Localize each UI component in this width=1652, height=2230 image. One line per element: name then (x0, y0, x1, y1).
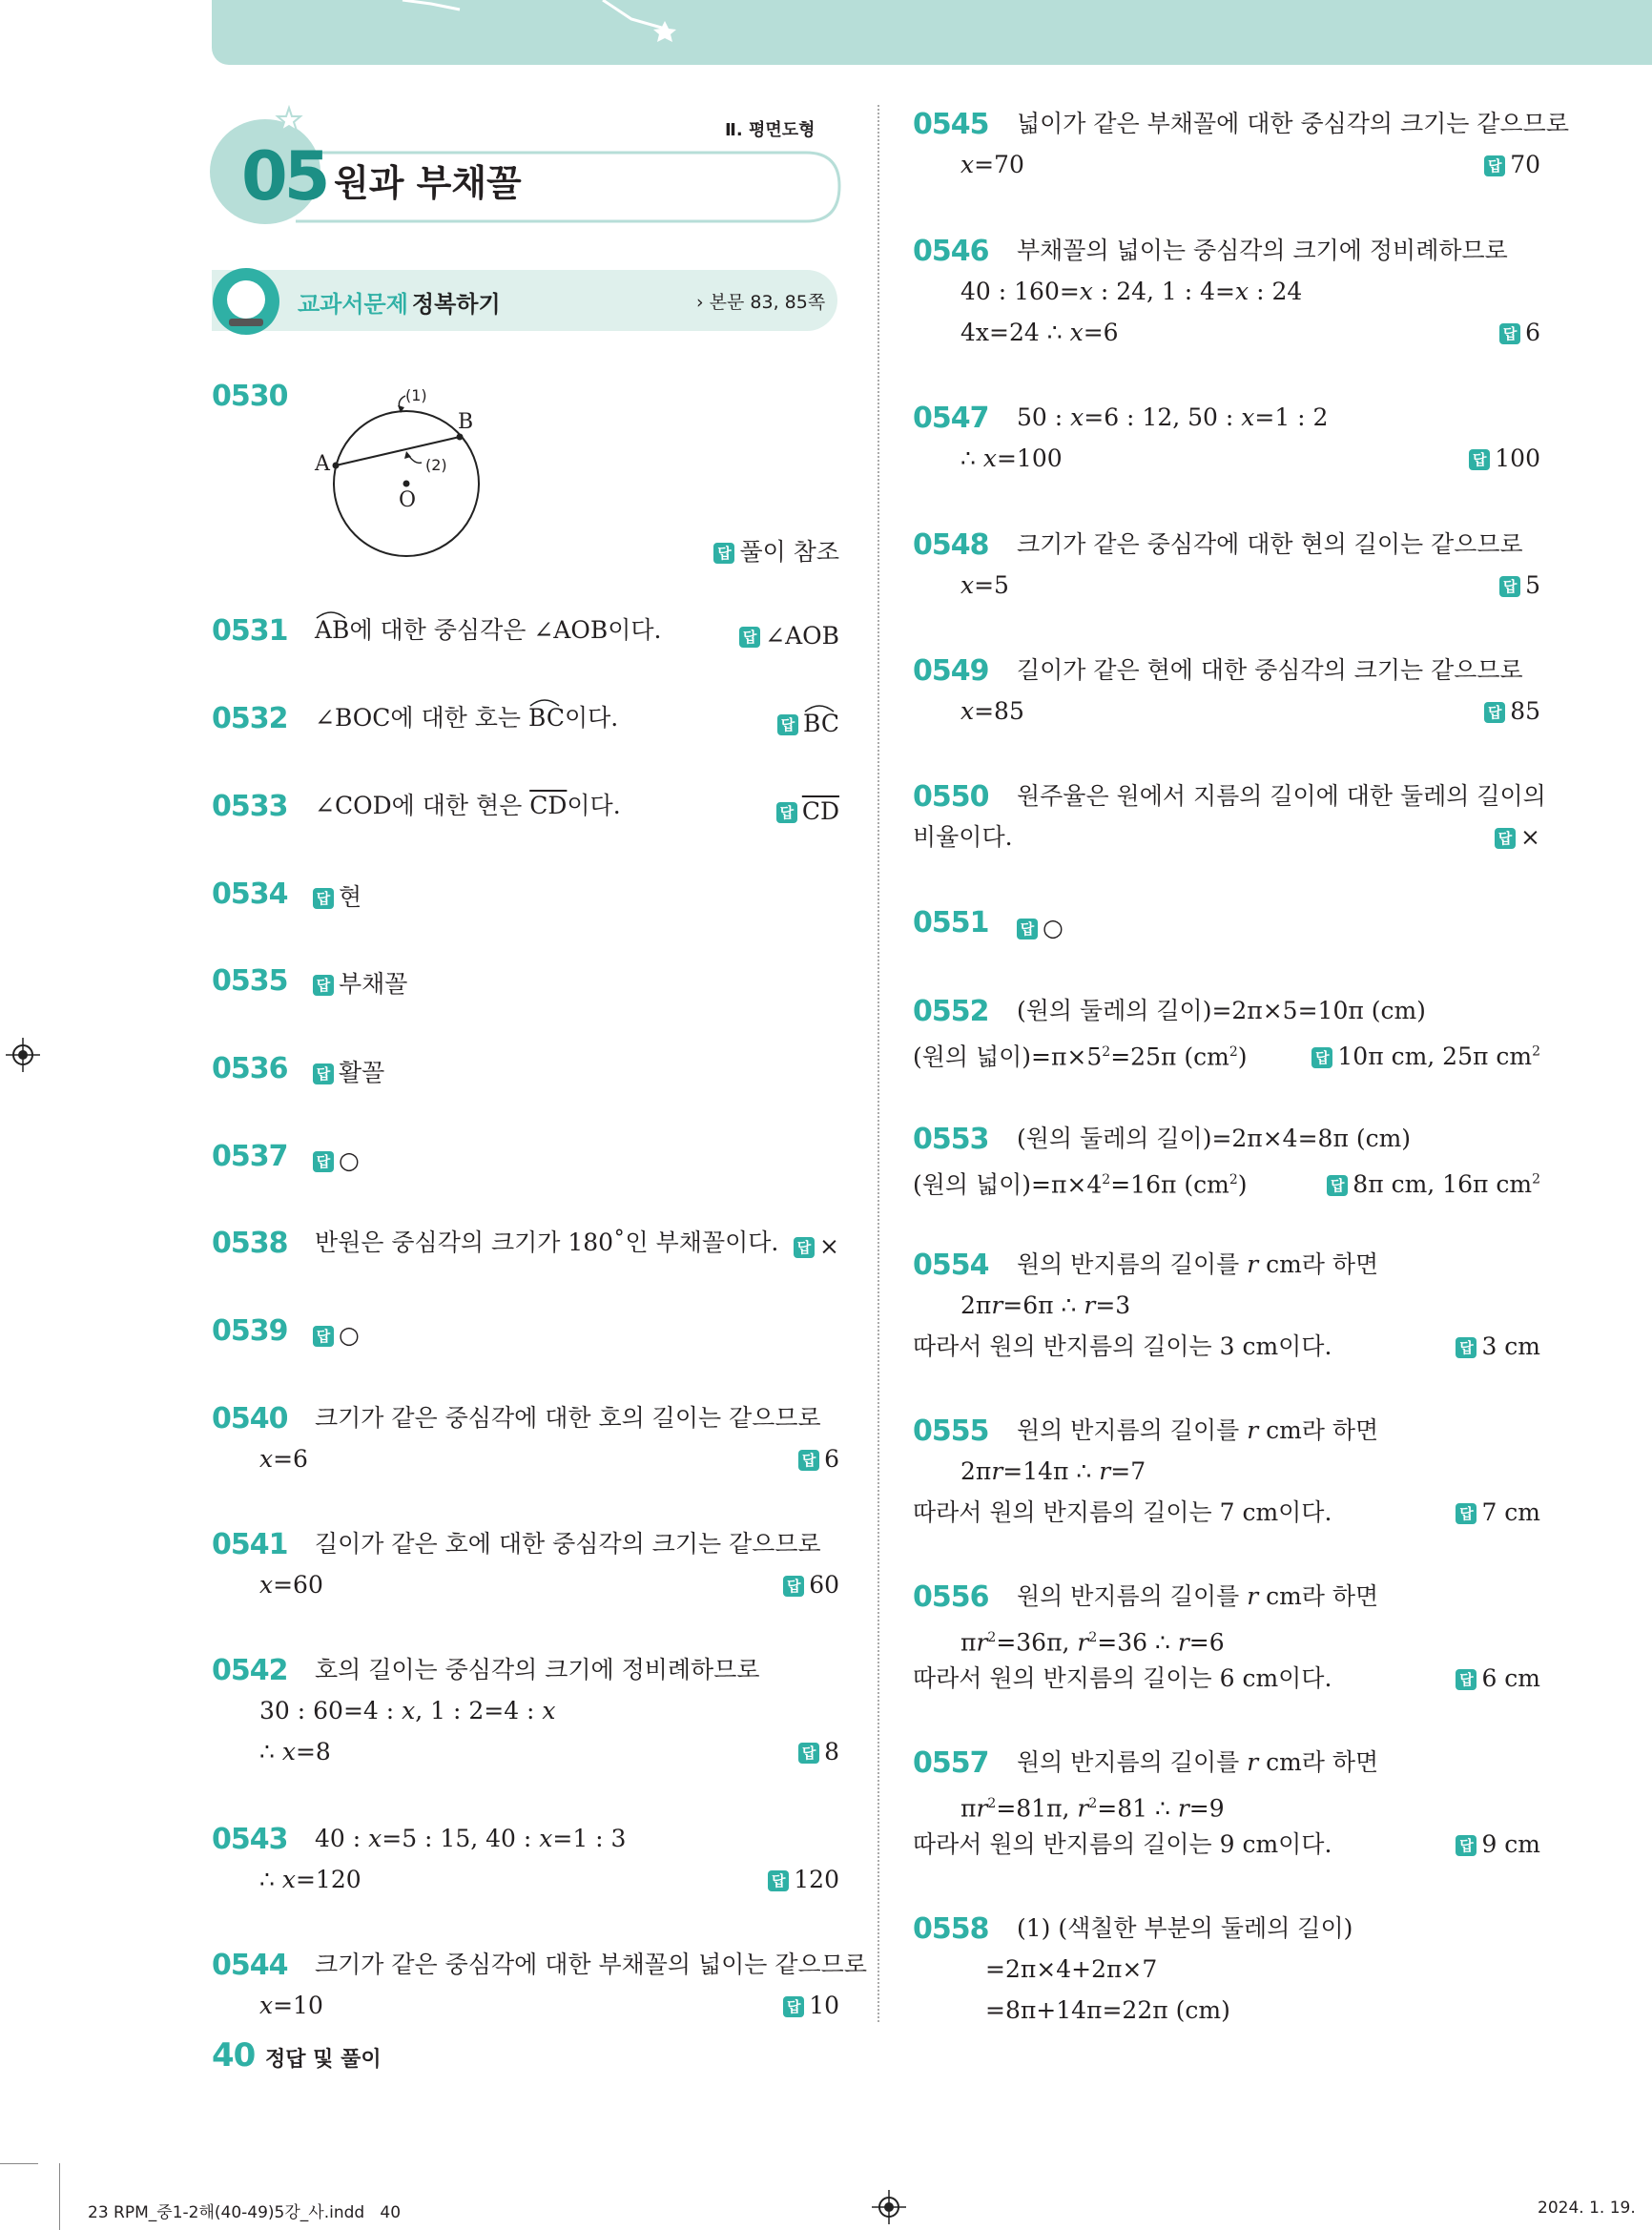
chapter-number: 05 (241, 137, 327, 216)
problem-number: 0541 (212, 1528, 288, 1561)
problem-text-line: 따라서 원의 반지름의 길이는 9 cm이다. (913, 1830, 1332, 1858)
problem-text-line: 크기가 같은 중심각에 대한 부채꼴의 넓이는 같으므로 (315, 1951, 867, 1978)
problem-number: 0548 (913, 528, 989, 562)
page-label: 정답 및 풀이 (265, 2048, 382, 2072)
problem-text-line: x=70 (960, 151, 1024, 178)
answer (1311, 1038, 1540, 1071)
answer (798, 1445, 839, 1474)
problem-text-line: 2πr=6π ∴ r=3 (960, 1291, 1131, 1319)
footer-rule-vertical (59, 2163, 60, 2230)
footer-rule (0, 2163, 38, 2164)
problem-number: 0557 (913, 1746, 989, 1780)
box-title-a: 교과서문제 (298, 291, 408, 318)
answer-badge-icon: 답 (1456, 1669, 1476, 1690)
column-divider (878, 105, 879, 2022)
problem-text-line: 원주율은 원에서 지름의 길이에 대한 둘레의 길이의 (1017, 782, 1546, 810)
answer-value: 10 (809, 1992, 839, 2019)
answer (783, 1571, 839, 1600)
answer (1484, 697, 1540, 726)
answer-badge-icon: 답 (313, 1326, 334, 1347)
answer (1469, 444, 1540, 473)
box-ref-text: 본문 83, 85쪽 (709, 292, 826, 313)
problem-text-line: 50 : x=6 : 12, 50 : x=1 : 2 (1017, 403, 1329, 431)
problem-number: 0543 (212, 1823, 288, 1856)
answer-badge-icon: 답 (313, 975, 334, 996)
answer-badge-icon: 답 (1469, 449, 1490, 470)
problem-number: 0553 (913, 1123, 989, 1156)
problem-text-line: 따라서 원의 반지름의 길이는 7 cm이다. (913, 1498, 1332, 1526)
problem-text-line: 길이가 같은 호에 대한 중심각의 크기는 같으므로 (315, 1530, 821, 1558)
problem-text-line: 40 : x=5 : 15, 40 : x=1 : 3 (315, 1825, 627, 1852)
problem-text-line: ∴ x=8 (259, 1738, 331, 1765)
box-ref: › 본문 83, 85쪽 (696, 292, 826, 313)
problem-number: 0546 (913, 235, 989, 268)
answer (713, 538, 839, 567)
box-title (298, 285, 501, 319)
problem-number: 0545 (913, 108, 989, 141)
box-title-b: 정복하기 (411, 291, 501, 318)
problem-number: 0551 (913, 906, 989, 939)
answer-badge-icon: 답 (313, 1151, 334, 1172)
answer-value: 활꼴 (339, 1059, 385, 1086)
problem-text-line: =8π+14π=22π (cm) (985, 1996, 1230, 2024)
answer-badge-icon: 답 (777, 714, 798, 735)
problem-text-line: ∠BOC에 대한 호는 BC 이다. (315, 704, 618, 733)
problem-text-line: ∠COD에 대한 현은 $\overline{CD}$이다. (315, 792, 621, 819)
problem-number: 0537 (212, 1140, 288, 1173)
answer-badge-icon: 답 (739, 627, 760, 648)
answer-value: 10π cm, 25π $cm^2$ (1337, 1043, 1540, 1071)
diagram-point-b: B (458, 410, 474, 434)
problem-text-line: 부채꼴의 넓이는 중심각의 크기에 정비례하므로 (1017, 237, 1508, 264)
problem-number: 0554 (913, 1249, 989, 1282)
problem-number: 0555 (913, 1414, 989, 1448)
problem-text-line: (원의 넓이)$=\pi\times 4^2=16\pi$ $(cm^2)$ (913, 1170, 1248, 1199)
answer-badge-icon: 답 (1017, 919, 1038, 939)
answer (776, 797, 839, 826)
answer (1327, 1166, 1540, 1199)
answer (1484, 151, 1540, 179)
answer (1017, 914, 1063, 942)
problem-text-line: 원의 반지름의 길이를 r cm라 하면 (1017, 1582, 1379, 1610)
answer-value: 9 cm (1481, 1830, 1540, 1858)
problem-text-line: 반원은 중심각의 크기가 180˚인 부채꼴이다. (315, 1229, 779, 1256)
diagram-label-2: (2) (425, 456, 447, 474)
answer-value: 70 (1510, 151, 1540, 178)
top-banner (212, 0, 1652, 65)
problem-text-line: 크기가 같은 중심각에 대한 호의 길이는 같으므로 (315, 1404, 821, 1432)
answer-value: ○ (339, 1146, 360, 1174)
problem-text-line: 30 : 60=4 : x, 1 : 2=4 : x (259, 1697, 556, 1724)
mascot-icon (212, 263, 280, 340)
answer-value: 8π cm, 16π $cm^2$ (1353, 1170, 1540, 1199)
problem-text-line: 4x=24 ∴ x=6 (960, 319, 1119, 346)
answer-badge-icon: 답 (313, 888, 334, 909)
problem-number: 0542 (212, 1654, 288, 1687)
problem-text-line: (원의 넓이)$=\pi\times 5^2=25\pi$ $(cm^2)$ (913, 1043, 1248, 1071)
answer-badge-icon: 답 (1456, 1835, 1476, 1856)
answer (777, 710, 839, 738)
problem-number: 0558 (913, 1912, 989, 1946)
problem-text-line: $\pi r^2=36\pi$, $r^2=36$ ∴ r=6 (960, 1628, 1225, 1657)
answer (1456, 1332, 1540, 1361)
problem-text-line: =2π×4+2π×7 (985, 1955, 1158, 1983)
answer-value: $\overline{CD}$ (801, 797, 839, 825)
answer (794, 1232, 839, 1261)
problem-number: 0547 (913, 402, 989, 435)
answer-badge-icon: 답 (1484, 702, 1505, 723)
answer (313, 883, 361, 912)
answer-value: 100 (1495, 444, 1540, 472)
problem-text-line: (1) (색칠한 부분의 둘레의 길이) (1017, 1914, 1353, 1942)
answer-value: 7 cm (1481, 1498, 1540, 1526)
answer-value: 60 (809, 1571, 839, 1599)
problem-number: 0532 (212, 702, 288, 735)
problem-text-line: x=5 (960, 571, 1009, 599)
problem-text-line: 원의 반지름의 길이를 r cm라 하면 (1017, 1250, 1379, 1278)
footer-file: 23 RPM_중1-2해(40-49)5강_사.indd 40 (88, 2203, 402, 2222)
problem-text-line: 원의 반지름의 길이를 r cm라 하면 (1017, 1748, 1379, 1776)
problem-text-line: $\pi r^2=81\pi$, $r^2=81$ ∴ r=9 (960, 1794, 1225, 1823)
problem-number: 0552 (913, 995, 989, 1028)
answer (768, 1866, 839, 1894)
answer (313, 1146, 360, 1175)
answer-value: ∠AOB (765, 622, 839, 650)
circle-diagram (305, 377, 496, 577)
answer (1456, 1498, 1540, 1527)
answer-badge-icon: 답 (794, 1237, 815, 1258)
answer-badge-icon: 답 (798, 1450, 819, 1471)
problem-text-line: 원의 반지름의 길이를 r cm라 하면 (1017, 1416, 1379, 1444)
problem-text-line: 40 : 160=x : 24, 1 : 4=x : 24 (960, 278, 1303, 305)
problem-number: 0550 (913, 780, 989, 814)
problem-number: 0556 (913, 1580, 989, 1614)
problem-text-line: (원의 둘레의 길이)=2π×5=10π (cm) (1017, 997, 1426, 1024)
answer-badge-icon: 답 (1499, 323, 1520, 344)
answer-badge-icon: 답 (313, 1063, 334, 1084)
answer (313, 1059, 384, 1087)
problem-text-line: 따라서 원의 반지름의 길이는 6 cm이다. (913, 1664, 1332, 1692)
answer-badge-icon: 답 (776, 802, 797, 823)
problem-text-line: x=85 (960, 697, 1024, 725)
problem-text-line: 비율이다. (913, 823, 1013, 851)
problem-text-line: (원의 둘레의 길이)=2π×4=8π (cm) (1017, 1125, 1412, 1152)
problem-number: 0544 (212, 1949, 288, 1982)
problem-number: 0539 (212, 1314, 288, 1348)
problem-text-line: x=60 (259, 1571, 323, 1599)
registration-mark-icon (872, 2190, 906, 2224)
problem-number: 0535 (212, 964, 288, 998)
answer-value: 8 (824, 1738, 839, 1765)
answer-badge-icon: 답 (1311, 1047, 1332, 1068)
answer-value: 5 (1525, 571, 1540, 599)
answer-badge-icon: 답 (798, 1743, 819, 1764)
answer-badge-icon: 답 (1495, 828, 1516, 849)
answer-badge-icon: 답 (1456, 1337, 1476, 1358)
registration-mark-icon (6, 1038, 40, 1072)
problem-number: 0533 (212, 790, 288, 823)
problem-number: 0530 (212, 380, 288, 413)
answer-value: 현 (339, 883, 362, 911)
chapter-title: 원과 부채꼴 (334, 162, 522, 204)
answer-value: × (1520, 823, 1540, 851)
answer (313, 1321, 360, 1350)
star-decoration-icon (212, 0, 1652, 65)
answer (1456, 1830, 1540, 1859)
problem-text-line: 길이가 같은 현에 대한 중심각의 크기는 같으므로 (1017, 656, 1523, 684)
answer-badge-icon: 답 (713, 543, 734, 564)
problem-text-line: AB 에 대한 중심각은 ∠AOB이다. (315, 616, 661, 645)
answer-badge-icon: 답 (1456, 1503, 1476, 1524)
answer-badge-icon: 답 (768, 1870, 789, 1891)
answer-badge-icon: 답 (783, 1576, 804, 1597)
answer-badge-icon: 답 (783, 1996, 804, 2017)
diagram-label-1: (1) (405, 386, 427, 404)
answer (798, 1738, 839, 1766)
answer (313, 970, 407, 999)
answer-value: ○ (339, 1321, 360, 1349)
answer-value: ○ (1043, 914, 1063, 941)
problem-text-line: ∴ x=100 (960, 444, 1063, 472)
footer-date: 2024. 1. 19. (1538, 2199, 1636, 2218)
problem-text-line: 2πr=14π ∴ r=7 (960, 1457, 1146, 1485)
problem-number: 0536 (212, 1052, 288, 1085)
problem-text-line: x=10 (259, 1992, 323, 2019)
answer-value: 85 (1510, 697, 1540, 725)
answer-value: 3 cm (1481, 1332, 1540, 1360)
answer-value: 6 cm (1481, 1664, 1540, 1692)
answer (1456, 1664, 1540, 1693)
problem-text-line: 크기가 같은 중심각에 대한 현의 길이는 같으므로 (1017, 530, 1523, 558)
answer-badge-icon: 답 (1484, 155, 1505, 176)
answer (1499, 571, 1540, 600)
answer (739, 622, 839, 650)
diagram-point-a: A (315, 452, 330, 476)
answer-value: 부채꼴 (339, 970, 408, 998)
problem-text-line: 넓이가 같은 부채꼴에 대한 중심각의 크기는 같으므로 (1017, 110, 1569, 137)
problem-number: 0531 (212, 614, 288, 648)
diagram-point-o: O (399, 488, 417, 512)
answer-value: 120 (794, 1866, 839, 1893)
problem-text-line: 따라서 원의 반지름의 길이는 3 cm이다. (913, 1332, 1332, 1360)
answer (1495, 823, 1540, 852)
answer-value: 6 (1525, 319, 1540, 346)
answer-value: 풀이 참조 (739, 538, 839, 566)
problem-text-line: x=6 (259, 1445, 308, 1473)
answer (1499, 319, 1540, 347)
page-number: 40 (212, 2036, 256, 2075)
answer-badge-icon: 답 (1327, 1175, 1348, 1196)
problem-text-line: 호의 길이는 중심각의 크기에 정비례하므로 (315, 1656, 760, 1683)
problem-text-line: ∴ x=120 (259, 1866, 361, 1893)
problem-number: 0549 (913, 654, 989, 688)
answer (783, 1992, 839, 2020)
problem-number: 0534 (212, 878, 288, 911)
answer-value: 6 (824, 1445, 839, 1473)
problem-number: 0540 (212, 1402, 288, 1435)
answer-value: × (819, 1232, 839, 1260)
problem-number: 0538 (212, 1227, 288, 1260)
answer-value: BC (803, 710, 839, 737)
section-label: Ⅱ. 평면도형 (725, 120, 816, 140)
answer-badge-icon: 답 (1499, 576, 1520, 597)
